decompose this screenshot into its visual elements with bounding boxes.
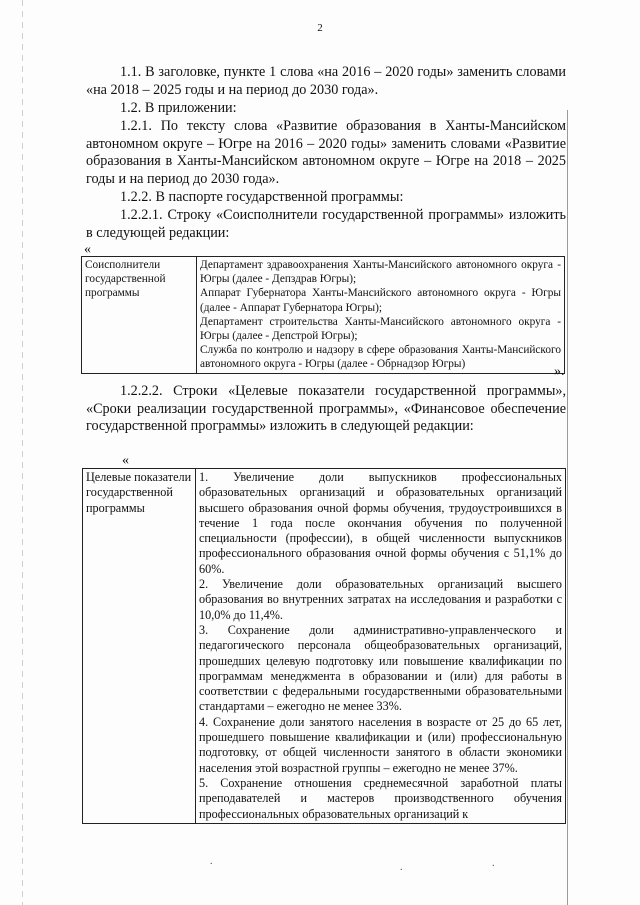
scan-edge-left	[22, 0, 23, 905]
paragraph-1-2-1: 1.2.1. По тексту слова «Развитие образования в Ханты-Мансийском автономном округе – Югре на 2016 – 2020 годы» заменить словами «Развитие образования в Ханты-Мансийском автономном округе – Югре на 2018 – 2025 годы и на период до 2030 года».	[86, 118, 566, 187]
target-indicators-table	[82, 468, 566, 824]
opening-quote-1: «	[84, 242, 91, 257]
paragraph-1-2-2: 1.2.2. В паспорте государственной программы:	[120, 189, 404, 205]
indicator-item: 3. Сохранение доли административно-управленческого и педагогического персонала общеобразовательных организаций, прошедших целевую подготовку или повышение квалификации по программам менеджмента в образовании и (или) для работы в соответствии с федеральными государственными образовательными стандартами – ежегодно не менее 33%.	[199, 622, 562, 714]
closing-quote-1: ».	[554, 364, 565, 379]
table-label-cell: Соисполнители государственной программы	[82, 257, 197, 374]
page-number: 2	[317, 22, 323, 34]
paragraph-1-2-2-1: 1.2.2.1. Строку «Соисполнители государственной программы» изложить в следующей редакции:	[86, 207, 566, 241]
paragraph-1-2-2-2: 1.2.2.2. Строки «Целевые показатели государственной программы», «Сроки реализации государственной программы», «Финансовое обеспечение государственной программы» изложить в следующей редакции:	[86, 383, 566, 435]
scan-speck: .	[400, 862, 403, 873]
scan-edge-right	[567, 110, 568, 905]
co-executor-item: Департамент строительства Ханты-Мансийского автономного округа - Югры (далее - Депстрой Югры);	[200, 315, 561, 343]
table-row	[82, 257, 565, 374]
paragraph-1-1: 1.1. В заголовке, пункте 1 слова «на 2016 – 2020 годы» заменить словами «на 2018 – 2025 годы и на период до 2030 года».	[86, 64, 566, 98]
table-content-cell	[196, 469, 566, 824]
indicator-item: 1. Увеличение доли выпускников профессиональных образовательных организаций и образовательных организаций высшего образования очной формы обучения, трудоустроившихся в течение 1 года после окончания обучения по полученной специальности (профессии), в общей численности выпускников профессионального образования очной формы обучения с 51,1% до 60%.	[199, 470, 562, 576]
indicator-item: 5. Сохранение отношения среднемесячной заработной платы преподавателей и мастеров производственного обучения профессиональных образовательных организаций к	[199, 775, 562, 821]
scan-speck: .	[210, 856, 213, 867]
co-executors-table	[81, 256, 565, 374]
paragraph-1-2: 1.2. В приложении:	[120, 100, 237, 116]
co-executor-item: Департамент здравоохранения Ханты-Мансийского автономного округа - Югры (далее - Депздрав Югры);	[200, 259, 561, 286]
opening-quote-2: «	[122, 453, 129, 468]
table-row	[83, 469, 566, 824]
co-executor-item: Служба по контролю и надзору в сфере образования Ханты-Мансийского автономного округа - Югры (далее - Обрнадзор Югры)	[200, 344, 561, 371]
indicator-item: 2. Увеличение доли образовательных организаций высшего образования во внутренних затратах на исследования и разработки с 10,0% до 11,4%.	[199, 577, 562, 622]
table-label-cell: Целевые показатели государственной программы	[83, 469, 196, 824]
indicator-item: 4. Сохранение доли занятого населения в возрасте от 25 до 65 лет, прошедшего повышение квалификации и (или) профессиональную подготовку, от общей численности занятого в области экономики населения этой возрастной группы – ежегодно не менее 37%.	[199, 714, 562, 775]
table-content-cell	[197, 257, 565, 374]
co-executor-item: Аппарат Губернатора Ханты-Мансийского автономного округа - Югры (далее - Аппарат Губернатора Югры);	[200, 287, 561, 314]
scan-speck: .	[492, 858, 495, 869]
